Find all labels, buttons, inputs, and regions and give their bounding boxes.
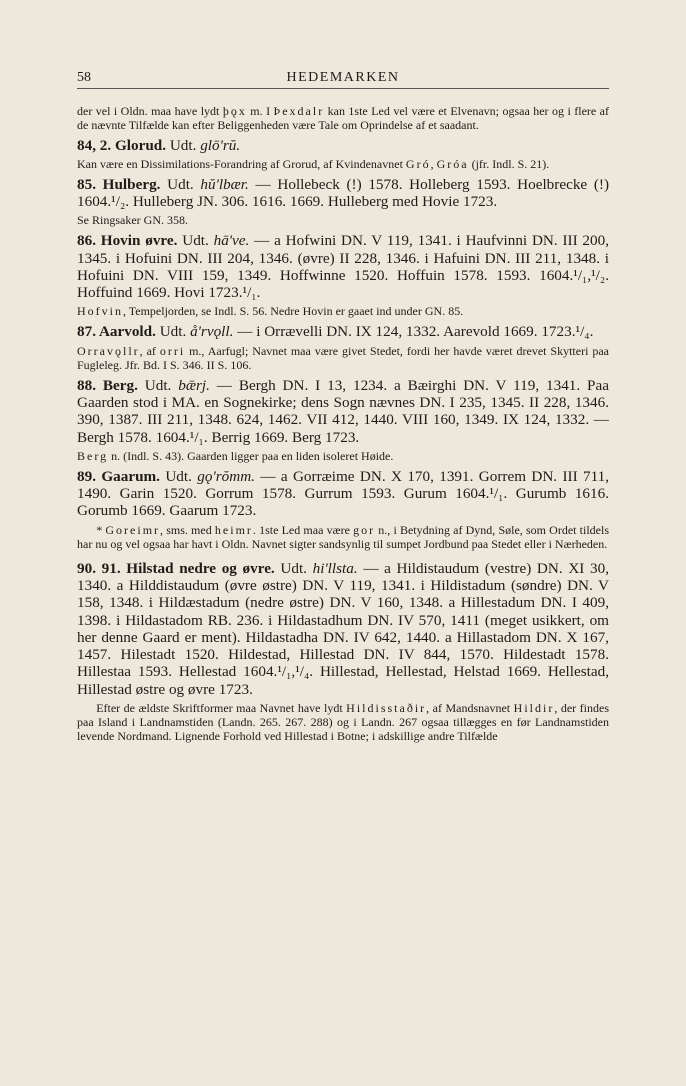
note-paragraph: Efter de ældste Skriftformer maa Navnet have lydt Hildisstaðir, af Mandsnavnet Hildir, der findes paa Island i Landnamstiden (Landn. 265. 267. 288) og i Landn. 267 ogsaa tillægges en før Landnamstiden levende Nordmand. Lignende Forhold ved Hillestad i Botne; i adskillige andre Tilfælde [77, 700, 609, 744]
entry-paragraph: 90. 91. Hilstad nedre og øvre. Udt. hi'llsta. — a Hildistaudum (vestre) DN. XI 30, 1340. a Hilddistaudum (øvre østre) DN. V 119, 1341. i Hildistadum (søndre) DN. V 158, 1348. i Hildæstadum (nedre østre) DN. V 160, 1348. a Hillestadum DN. I 409, 1398. i Hildastadom RB. 236. i Hildastadhum DN. IV 570, 1411 (meget usikkert, om her denne Gaard er ment). Hildastadha DN. IV 642, 1440. a Hillastadom DN. X 167, 1457. Hilestadt 1520. Hildestad, Hillestad DN. IV 844, 1570. Hildestadt 1578. Hillestaa 1593. Hellestad 1604.¹/₁,¹/₄. Hillestad, Hellestad, Helstad 1669. Hellestad, Hillestad østre og øvre 1723. [77, 560, 609, 698]
entry-paragraph: 87. Aarvold. Udt. å'rvǫll. — i Orrævelli DN. IX 124, 1332. Aarevold 1669. 1723.¹/₄. [77, 323, 594, 341]
entry-paragraph: 89. Gaarum. Udt. gǫ'rŏmm. — a Gorræime DN. X 170, 1391. Gorrem DN. III 711, 1490. Garin 1520. Gorrum 1578. Gurrum 1593. Gurum 1604.¹/₁. Gurumb 1616. Gorumb 1669. Gaarum 1723. [77, 468, 609, 520]
note-paragraph: Hofvin, Tempeljorden, se Indl. S. 56. Nedre Hovin er gaaet ind under GN. 85. [77, 304, 464, 319]
running-title: HEDEMARKEN [286, 70, 400, 85]
page-number: 58 [77, 70, 91, 85]
note-paragraph: der vel i Oldn. maa have lydt þǫx m. I Þexdalr kan 1ste Led vel være et Elvenavn; ogsaa her og i flere af de nævnte Tilfælde kan efter Beliggenheden være Tale om Oprindelse af et saadant. [77, 104, 610, 133]
entry-paragraph: 85. Hulberg. Udt. hŭ'lbær. — Hollebeck (!) 1578. Holleberg 1593. Hoelbrecke (!) 1604.¹/₂. Hulleberg JN. 306. 1616. 1669. Hulleberg med Hovie 1723. [77, 175, 610, 211]
note-paragraph: Orravǫllr, af orri m., Aarfugl; Navnet maa være givet Stedet, fordi her havde været drevet Skytteri paa Fugleleg. Jfr. Bd. I S. 346. II S. 106. [77, 343, 610, 372]
note-paragraph: Kan være en Dissimilations-Forandring af Grorud, af Kvindenavnet Gró, Gróa (jfr. Indl. S. 21). [77, 156, 550, 171]
note-paragraph: * Goreimr, sms. med heimr. 1ste Led maa være gor n., i Betydning af Dynd, Søle, som Ordet tildels har nu og vel ogsaa har havt i Oldn. Navnet sigter sandsynlig til sumpet Jordbund paa Stedet eller i Nærheden. [77, 522, 610, 551]
page-body [77, 104, 609, 743]
running-header [77, 68, 609, 89]
entry-paragraph: 88. Berg. Udt. bǣrj. — Bergh DN. I 13, 1234. a Bæirghi DN. V 119, 1341. Paa Gaarden stod i MA. en Sognekirke; dens Sogn nævnes DN. I 235, 1345. II 228, 1346. 390, 1387. III 211, 1348. 624, 1462. VII 412, 1440. VIII 160, 1349. IX 124, 1332. — Bergh 1578. 1604.¹/₁. Berrig 1669. Berg 1723. [77, 377, 609, 446]
entry-paragraph: 86. Hovin øvre. Udt. hā've. — a Hofwini DN. V 119, 1341. i Haufvinni DN. III 200, 1345. i Hofuini DN. III 204, 1346. (øvre) II 228, 1346. i Hafuini DN. III 211, 1348. i Hofuini DN. VIII 159, 1349. Hoffwinne 1520. Hoffuin 1578. 1593. 1604.¹/₁,¹/₂. Hoffuind 1669. Hovi 1723.¹/₁. [77, 232, 610, 302]
note-paragraph: Berg n. (Indl. S. 43). Gaarden ligger paa en liden isoleret Høide. [77, 448, 394, 463]
entry-paragraph: 84, 2. Glorud. Udt. glō'rŭ. [77, 137, 241, 155]
note-paragraph: Se Ringsaker GN. 358. [77, 213, 188, 228]
